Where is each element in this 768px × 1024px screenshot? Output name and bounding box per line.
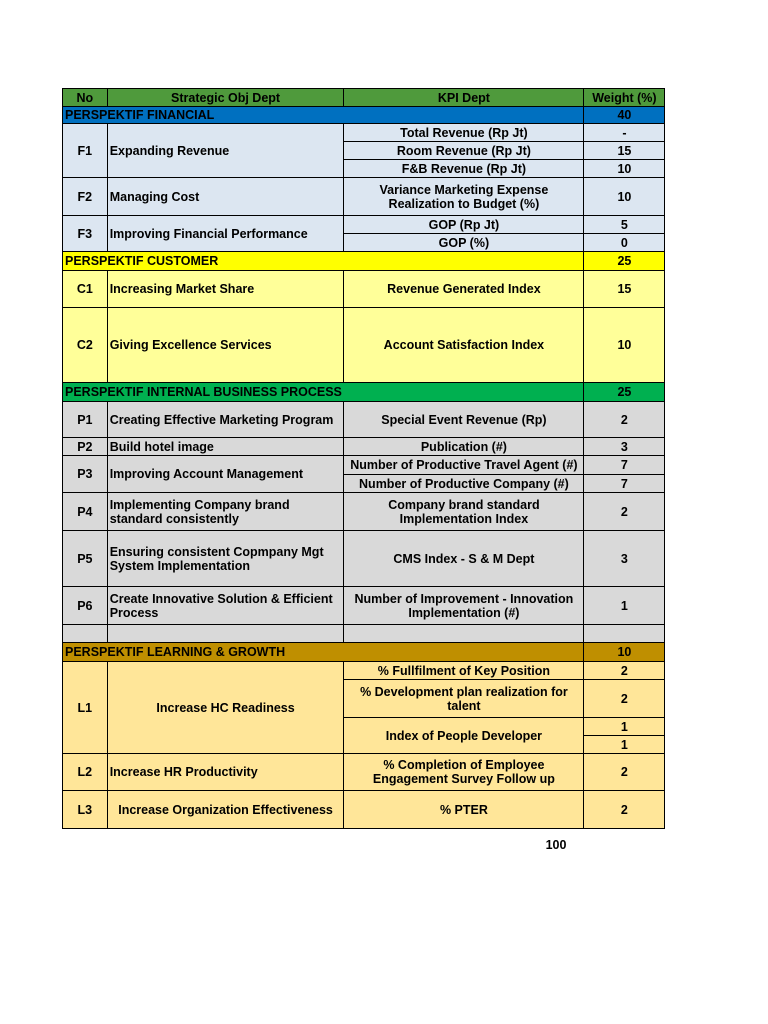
row-objective: Increase HC Readiness [107, 662, 344, 754]
row-kpi: Account Satisfaction Index [344, 308, 584, 383]
perspective-learning-row [63, 643, 665, 662]
row-objective: Build hotel image [107, 438, 344, 456]
row-kpi: CMS Index - S & M Dept [344, 531, 584, 587]
row-objective: Ensuring consistent Copmpany Mgt System Implementation [107, 531, 344, 587]
row-objective: Improving Account Management [107, 456, 344, 493]
perspective-internal-blank [344, 383, 584, 402]
row-objective: Create Innovative Solution & Efficient Process [107, 587, 344, 625]
header-strategic-obj: Strategic Obj Dept [107, 89, 344, 107]
row-objective: Managing Cost [107, 178, 344, 216]
row-kpi: Publication (#) [344, 438, 584, 456]
row-kpi: Room Revenue (Rp Jt) [344, 142, 584, 160]
row-weight: 3 [584, 531, 665, 587]
table-row [63, 587, 665, 625]
row-no: C2 [63, 308, 108, 383]
row-no: P4 [63, 493, 108, 531]
header-weight: Weight (%) [584, 89, 665, 107]
row-no: L2 [63, 754, 108, 791]
row-objective: Implementing Company brand standard consistently [107, 493, 344, 531]
row-no: L3 [63, 791, 108, 829]
table-row [63, 531, 665, 587]
row-objective: Increase Organization Effectiveness [107, 791, 344, 829]
row-kpi: GOP (Rp Jt) [344, 216, 584, 234]
row-no: P5 [63, 531, 108, 587]
row-weight: 10 [584, 160, 665, 178]
row-weight: 2 [584, 493, 665, 531]
header-no: No [63, 89, 108, 107]
row-weight: 5 [584, 216, 665, 234]
table-header-row [63, 89, 665, 107]
row-weight: 0 [584, 234, 665, 252]
table-row [63, 662, 665, 680]
row-weight: 15 [584, 271, 665, 308]
row-objective: Creating Effective Marketing Program [107, 402, 344, 438]
row-kpi: Total Revenue (Rp Jt) [344, 124, 584, 142]
row-weight: 10 [584, 308, 665, 383]
row-kpi: F&B Revenue (Rp Jt) [344, 160, 584, 178]
header-kpi: KPI Dept [344, 89, 584, 107]
row-objective: Expanding Revenue [107, 124, 344, 178]
row-weight: 2 [584, 754, 665, 791]
row-no: F2 [63, 178, 108, 216]
table-row [63, 493, 665, 531]
table-row [63, 754, 665, 791]
perspective-internal-label: PERSPEKTIF INTERNAL BUSINESS PROCESS [63, 383, 344, 402]
table-row [63, 456, 665, 475]
row-weight: 2 [584, 680, 665, 718]
row-no: C1 [63, 271, 108, 308]
row-no: L1 [63, 662, 108, 754]
row-weight: 7 [584, 475, 665, 493]
row-kpi: Number of Improvement - Innovation Implementation (#) [344, 587, 584, 625]
row-kpi: Revenue Generated Index [344, 271, 584, 308]
row-objective: Giving Excellence Services [107, 308, 344, 383]
row-kpi: Special Event Revenue (Rp) [344, 402, 584, 438]
row-kpi: % Completion of Employee Engagement Survey Follow up [344, 754, 584, 791]
row-no: F1 [63, 124, 108, 178]
perspective-financial-blank [344, 107, 584, 124]
table-row [63, 216, 665, 234]
row-weight: 3 [584, 438, 665, 456]
row-kpi: Number of Productive Company (#) [344, 475, 584, 493]
perspective-internal-weight: 25 [584, 383, 665, 402]
perspective-customer-label: PERSPEKTIF CUSTOMER [63, 252, 344, 271]
row-kpi: % Development plan realization for talent [344, 680, 584, 718]
row-weight: - [584, 124, 665, 142]
row-kpi: Index of People Developer [344, 718, 584, 754]
row-kpi: % Fullfilment of Key Position [344, 662, 584, 680]
row-weight: 1 [584, 718, 665, 736]
row-no: P1 [63, 402, 108, 438]
row-objective: Increasing Market Share [107, 271, 344, 308]
row-weight: 1 [584, 736, 665, 754]
table-row [63, 178, 665, 216]
perspective-financial-label: PERSPEKTIF FINANCIAL [63, 107, 344, 124]
table-row [63, 308, 665, 383]
perspective-customer-weight: 25 [584, 252, 665, 271]
blank-cell [63, 625, 108, 643]
blank-row [63, 625, 665, 643]
row-no: P6 [63, 587, 108, 625]
row-weight: 2 [584, 402, 665, 438]
row-kpi: GOP (%) [344, 234, 584, 252]
row-weight: 1 [584, 587, 665, 625]
blank-cell [344, 625, 584, 643]
row-weight: 15 [584, 142, 665, 160]
perspective-customer-row [63, 252, 665, 271]
table-row [63, 438, 665, 456]
blank-cell [584, 625, 665, 643]
perspective-learning-label: PERSPEKTIF LEARNING & GROWTH [63, 643, 344, 662]
perspective-internal-row [63, 383, 665, 402]
total-weight: 100 [545, 838, 567, 852]
row-weight: 2 [584, 791, 665, 829]
perspective-customer-blank [344, 252, 584, 271]
row-kpi: Variance Marketing Expense Realization to Budget (%) [344, 178, 584, 216]
row-no: F3 [63, 216, 108, 252]
row-kpi: % PTER [344, 791, 584, 829]
table-row [63, 271, 665, 308]
perspective-financial-weight: 40 [584, 107, 665, 124]
row-no: P2 [63, 438, 108, 456]
row-weight: 10 [584, 178, 665, 216]
kpi-table [62, 88, 665, 829]
perspective-financial-row [63, 107, 665, 124]
row-objective: Improving Financial Performance [107, 216, 344, 252]
perspective-learning-weight: 10 [584, 643, 665, 662]
row-weight: 2 [584, 662, 665, 680]
perspective-learning-blank [344, 643, 584, 662]
blank-cell [107, 625, 344, 643]
row-weight: 7 [584, 456, 665, 475]
table-row [63, 791, 665, 829]
table-row [63, 124, 665, 142]
table-row [63, 402, 665, 438]
row-kpi: Company brand standard Implementation Index [344, 493, 584, 531]
row-no: P3 [63, 456, 108, 493]
row-objective: Increase HR Productivity [107, 754, 344, 791]
row-kpi: Number of Productive Travel Agent (#) [344, 456, 584, 475]
